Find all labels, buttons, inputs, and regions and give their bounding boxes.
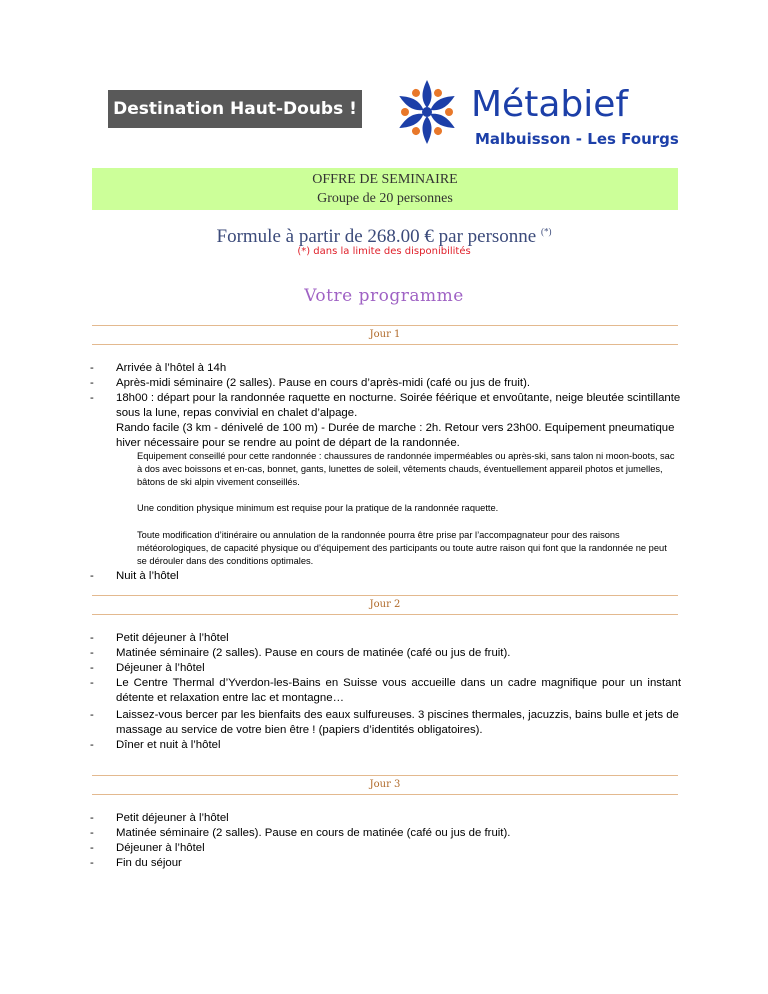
item-text: Déjeuner à l’hôtel bbox=[116, 662, 205, 674]
day3-header: Jour 3 bbox=[92, 775, 678, 795]
list-item bbox=[90, 811, 681, 826]
modification-note: Toute modification d’itinéraire ou annulation de la randonnée pourra être prise par l’accompagnateur pour des raisons météorologiques, de capacité physique ou d’équipement des participants ou toute autre raison qui font que la randonnée ne peut se dérouler dans des conditions optimales. bbox=[137, 530, 667, 566]
formula-text: Formule à partir de 268.00 € par personne bbox=[216, 226, 537, 247]
list-item bbox=[90, 569, 681, 584]
list-item bbox=[90, 646, 681, 661]
item-text: Nuit à l’hôtel bbox=[116, 570, 179, 582]
item-text: Laissez-vous bercer par les bienfaits des eaux sulfureuses. 3 piscines thermales, jacuzzis, bains bulle et jets de massage au service de votre bien être ! (papiers d’identités obligatoires). bbox=[116, 709, 679, 736]
logo-subtitle: Malbuisson - Les Fourgs bbox=[475, 130, 679, 148]
item-text: Rando facile (3 km - dénivelé de 100 m) - Durée de marche : 2h. Retour vers 23h00. Equipement pneumatique hiver nécessaire pour se rendre au point de départ de la randonnée. bbox=[116, 422, 675, 449]
list-item-continued bbox=[116, 421, 681, 450]
item-text: Fin du séjour bbox=[116, 857, 182, 869]
bullet-dash: - bbox=[90, 392, 94, 404]
list-item bbox=[90, 738, 681, 753]
bullet-dash: - bbox=[90, 362, 94, 374]
list-item bbox=[90, 661, 681, 676]
equipment-note: Equipement conseillé pour cette randonnée : chaussures de randonnée imperméables ou après-ski, sans talon ni moon-boots, sac à dos avec boissons et en-cas, bonnet, gants, lunettes de soleil, vêtements chauds, éventuellement appareil photos et jumelles, bâtons de ski alpin vivement conseillés. bbox=[137, 451, 675, 487]
bullet-dash: - bbox=[90, 570, 94, 582]
program-title: Votre programme bbox=[304, 286, 464, 306]
formula-line bbox=[0, 226, 768, 248]
logo-title: Métabief bbox=[471, 84, 629, 125]
formula-mark: (*) bbox=[541, 226, 552, 237]
bullet-dash: - bbox=[90, 677, 94, 689]
bullet-dash: - bbox=[90, 709, 94, 721]
offer-title: OFFRE DE SEMINAIRE bbox=[312, 172, 458, 187]
item-text: Dîner et nuit à l’hôtel bbox=[116, 739, 221, 751]
bullet-dash: - bbox=[90, 662, 94, 674]
list-item bbox=[90, 708, 681, 737]
bullet-dash: - bbox=[90, 857, 94, 869]
item-text: Matinée séminaire (2 salles). Pause en cours de matinée (café ou jus de fruit). bbox=[116, 827, 511, 839]
list-item bbox=[90, 826, 681, 841]
day1-header: Jour 1 bbox=[92, 325, 678, 345]
destination-banner: Destination Haut-Doubs ! bbox=[108, 90, 362, 128]
list-item bbox=[90, 391, 681, 420]
bullet-dash: - bbox=[90, 827, 94, 839]
bullet-dash: - bbox=[90, 812, 94, 824]
bullet-dash: - bbox=[90, 632, 94, 644]
item-text: 18h00 : départ pour la randonnée raquette en nocturne. Soirée féérique et envoûtante, neige bleutée scintillante sous la lune, repas convivial en chalet d’alpage. bbox=[116, 392, 681, 419]
day2-header: Jour 2 bbox=[92, 595, 678, 615]
list-item bbox=[90, 841, 681, 856]
list-item bbox=[90, 631, 681, 646]
item-text: Déjeuner à l’hôtel bbox=[116, 842, 205, 854]
bullet-dash: - bbox=[90, 842, 94, 854]
item-text: Arrivée à l’hôtel à 14h bbox=[116, 362, 227, 374]
bullet-dash: - bbox=[90, 647, 94, 659]
metabief-logo bbox=[385, 74, 685, 156]
condition-note: Une condition physique minimum est requise pour la pratique de la randonnée raquette. bbox=[137, 503, 499, 513]
list-item bbox=[90, 376, 681, 391]
availability-note: (*) dans la limite des disponibilités bbox=[297, 246, 471, 257]
bullet-dash: - bbox=[90, 739, 94, 751]
offer-group: Groupe de 20 personnes bbox=[317, 191, 453, 206]
list-item bbox=[90, 676, 681, 705]
offer-box bbox=[92, 168, 678, 210]
item-text: Matinée séminaire (2 salles). Pause en cours de matinée (café ou jus de fruit). bbox=[116, 647, 511, 659]
list-item bbox=[90, 856, 681, 871]
bullet-dash: - bbox=[90, 377, 94, 389]
item-text: Après-midi séminaire (2 salles). Pause en cours d’après-midi (café ou jus de fruit). bbox=[116, 377, 531, 389]
item-text: Petit déjeuner à l’hôtel bbox=[116, 632, 229, 644]
item-text: Le Centre Thermal d’Yverdon-les-Bains en Suisse vous accueille dans un cadre magnifique pour un instant détente et relaxation entre lac et montagne… bbox=[116, 677, 681, 704]
item-text: Petit déjeuner à l’hôtel bbox=[116, 812, 229, 824]
list-item bbox=[90, 361, 681, 376]
snowflake-logo-icon bbox=[385, 74, 685, 156]
